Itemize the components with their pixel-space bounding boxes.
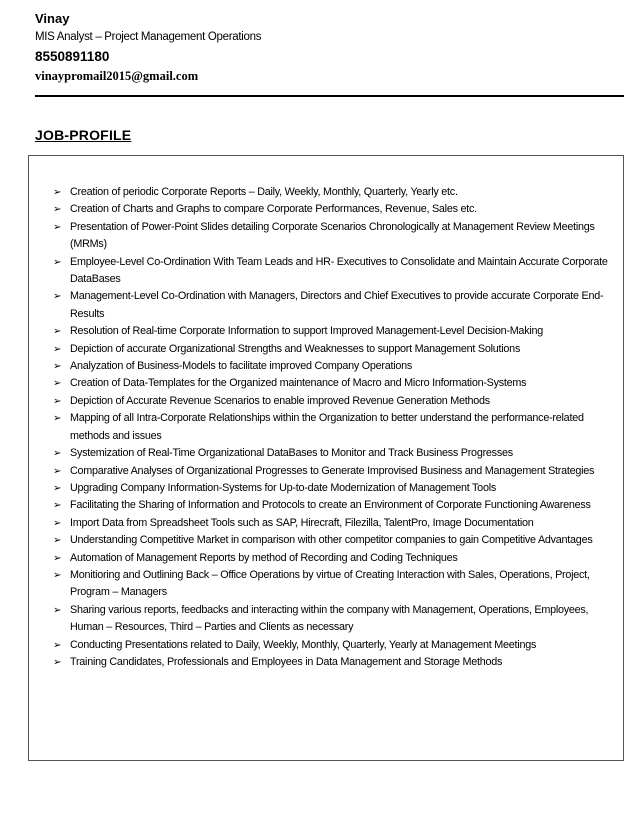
arrow-right-bullet-icon: ➢ — [53, 639, 62, 651]
list-item — [53, 323, 621, 340]
list-item-text: Training Candidates, Professionals and Employees in Data Management and Storage Methods — [70, 655, 503, 668]
list-item-text: Creation of Charts and Graphs to compare Corporate Performances, Revenue, Sales etc. — [70, 203, 477, 216]
list-item — [53, 515, 621, 532]
list-item — [53, 532, 621, 549]
list-item-text: Resolution of Real-time Corporate Information to support Improved Management-Level Decision-Making — [70, 325, 543, 338]
list-item — [53, 567, 621, 602]
arrow-right-bullet-icon: ➢ — [53, 204, 62, 216]
arrow-right-bullet-icon: ➢ — [53, 256, 62, 268]
resume-header — [35, 10, 625, 85]
list-item — [53, 288, 621, 323]
list-item-text: Sharing various reports, feedbacks and interacting within the company with Management, Operations, Employees, Human – Resources, Third – Parties and Clients as necessary — [70, 603, 589, 634]
arrow-right-bullet-icon: ➢ — [53, 291, 62, 303]
arrow-right-bullet-icon: ➢ — [53, 569, 62, 581]
list-item-text: Conducting Presentations related to Daily, Weekly, Monthly, Quarterly, Yearly at Management Meetings — [70, 638, 537, 651]
list-item-text: Management-Level Co-Ordination with Managers, Directors and Chief Executives to provide accurate Corporate End-Results — [70, 290, 604, 320]
arrow-right-bullet-icon: ➢ — [53, 500, 62, 512]
arrow-right-bullet-icon: ➢ — [53, 326, 62, 338]
arrow-right-bullet-icon: ➢ — [53, 413, 62, 425]
arrow-right-bullet-icon: ➢ — [53, 552, 62, 564]
arrow-right-bullet-icon: ➢ — [53, 656, 62, 668]
section-heading: JOB-PROFILE — [35, 127, 132, 143]
phone-number: 8550891180 — [35, 49, 110, 64]
list-item-text: Presentation of Power-Point Slides detailing Corporate Scenarios Chronologically at Management Review Meetings (MRMs) — [70, 220, 595, 251]
arrow-right-bullet-icon: ➢ — [53, 395, 62, 407]
list-item — [53, 463, 621, 480]
list-item — [53, 410, 621, 445]
list-item — [53, 393, 621, 410]
job-title: MIS Analyst – Project Management Operations — [35, 31, 262, 43]
list-item — [53, 637, 621, 654]
email-address: vinaypromail2015@gmail.com — [35, 69, 199, 83]
list-item — [53, 654, 621, 671]
list-item-text: Automation of Management Reports by method of Recording and Coding Techniques — [70, 551, 458, 564]
list-item-text: Analyzation of Business-Models to facilitate improved Company Operations — [70, 360, 413, 373]
list-item — [53, 201, 621, 218]
arrow-right-bullet-icon: ➢ — [53, 517, 62, 529]
arrow-right-bullet-icon: ➢ — [53, 482, 62, 494]
list-item-text: Depiction of accurate Organizational Strengths and Weaknesses to support Management Solutions — [70, 342, 521, 355]
list-item-text: Depiction of Accurate Revenue Scenarios to enable improved Revenue Generation Methods — [70, 394, 490, 407]
arrow-right-bullet-icon: ➢ — [53, 465, 62, 477]
list-item-text: Creation of periodic Corporate Reports – Daily, Weekly, Monthly, Quarterly, Yearly etc. — [70, 186, 458, 198]
list-item-text: Import Data from Spreadsheet Tools such as SAP, Hirecraft, Filezilla, TalentPro, Image Documentation — [70, 516, 534, 529]
candidate-name: Vinay — [35, 11, 70, 26]
list-item-text: Upgrading Company Information-Systems for Up-to-date Modernization of Management Tools — [70, 481, 496, 494]
list-item-text: Mapping of all Intra-Corporate Relationships within the Organization to better understand the performance-related methods and issues — [70, 412, 584, 442]
list-item-text: Monitioring and Outlining Back – Office Operations by virtue of Creating Interaction with Sales, Operations, Project, Program – Managers — [70, 568, 590, 599]
list-item — [53, 254, 621, 289]
arrow-right-bullet-icon: ➢ — [53, 221, 62, 233]
header-divider — [35, 95, 624, 97]
arrow-right-bullet-icon: ➢ — [53, 448, 62, 460]
list-item-text: Facilitating the Sharing of Information and Protocols to create an Environment of Corporate Functioning Awareness — [70, 499, 591, 512]
arrow-right-bullet-icon: ➢ — [53, 361, 62, 373]
list-item-text: Comparative Analyses of Organizational Progresses to Generate Improvised Business and Management Strategies — [70, 464, 595, 477]
list-item-text: Creation of Data-Templates for the Organized maintenance of Macro and Micro Information-Systems — [70, 377, 527, 390]
list-item — [53, 341, 621, 358]
list-item — [53, 497, 621, 514]
arrow-right-bullet-icon: ➢ — [53, 187, 62, 198]
arrow-right-bullet-icon: ➢ — [53, 378, 62, 390]
job-profile-box — [28, 155, 624, 761]
list-item-text: Systemization of Real-Time Organizational DataBases to Monitor and Track Business Progresses — [70, 447, 513, 460]
list-item — [53, 375, 621, 392]
list-item — [53, 480, 621, 497]
arrow-right-bullet-icon: ➢ — [53, 604, 62, 616]
list-item — [53, 445, 621, 462]
list-item — [53, 550, 621, 567]
arrow-right-bullet-icon: ➢ — [53, 343, 62, 355]
arrow-right-bullet-icon: ➢ — [53, 535, 62, 547]
list-item-text: Understanding Competitive Market in comparison with other competitor companies to gain Competitive Advantages — [70, 534, 593, 547]
list-item — [53, 358, 621, 375]
job-profile-list — [53, 184, 621, 671]
list-item-text: Employee-Level Co-Ordination With Team Leads and HR- Executives to Consolidate and Maintain Accurate Corporate DataBases — [70, 255, 608, 286]
list-item — [53, 184, 621, 201]
list-item — [53, 602, 621, 637]
list-item — [53, 219, 621, 254]
